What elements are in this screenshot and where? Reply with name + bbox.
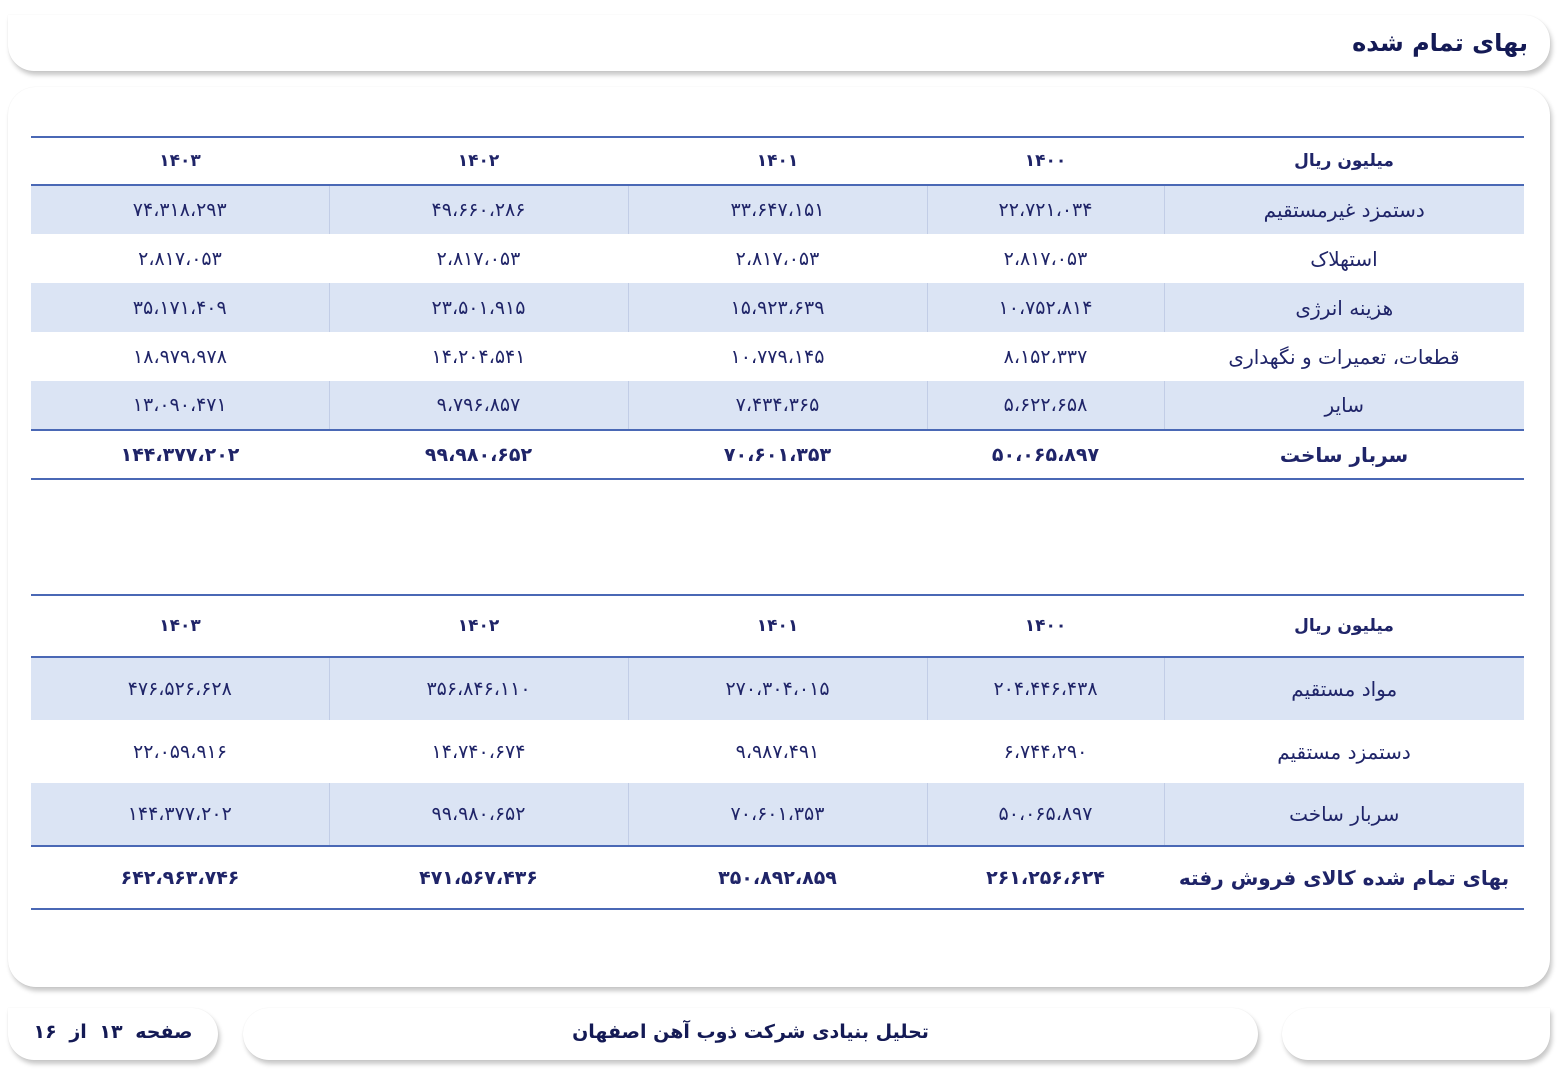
table-row [31, 720, 1524, 783]
table-cell: ۲۰۴،۴۴۶،۴۳۸ [927, 657, 1164, 720]
overhead-table [31, 136, 1524, 480]
of-label: از [69, 1021, 87, 1043]
page-indicator [8, 1008, 218, 1060]
table-cell: ۲۳،۵۰۱،۹۱۵ [329, 283, 628, 332]
total-cell: ۹۹،۹۸۰،۶۵۲ [424, 443, 533, 466]
table-row [31, 657, 1524, 720]
year-header: ۱۴۰۲ [457, 616, 500, 636]
table-cell: ۲،۸۱۷،۰۵۳ [735, 247, 820, 270]
table-row [31, 783, 1524, 846]
footer-corner-bar [1282, 1008, 1550, 1060]
table-cell: ۹۹،۹۸۰،۶۵۲ [329, 783, 628, 846]
table-cell: ۷۰،۶۰۱،۳۵۳ [628, 783, 927, 846]
total-row [31, 846, 1524, 909]
row-label: مواد مستقیم [1164, 657, 1524, 720]
table-cell: ۱۰،۷۷۹،۱۴۵ [730, 345, 825, 368]
table-row [31, 332, 1524, 381]
total-cell: ۲۶۱،۲۵۶،۶۲۴ [986, 866, 1105, 889]
row-label: سربار ساخت [1164, 783, 1524, 846]
table-cell: ۵۰،۰۶۵،۸۹۷ [927, 783, 1164, 846]
total-cell: ۶۴۲،۹۶۳،۷۴۶ [120, 866, 240, 889]
total-row [31, 430, 1524, 479]
table-cell: ۲،۸۱۷،۰۵۳ [436, 247, 521, 270]
table-header-row [31, 595, 1524, 657]
row-label: هزینه انرژی [1164, 283, 1524, 332]
table-row [31, 185, 1524, 234]
table-cell: ۲۲،۷۲۱،۰۳۴ [927, 185, 1164, 234]
year-header: ۱۴۰۱ [756, 151, 799, 171]
page-title-bar [8, 15, 1550, 71]
table-cell: ۱۸،۹۷۹،۹۷۸ [133, 345, 227, 368]
table-cell: ۱۴،۲۰۴،۵۴۱ [431, 345, 526, 368]
table-cell: ۸،۱۵۲،۳۳۷ [1003, 345, 1088, 368]
year-header: ۱۴۰۱ [756, 616, 799, 636]
table-cell: ۷،۴۳۴،۳۶۵ [628, 381, 927, 430]
total-cell: ۳۵۰،۸۹۲،۸۵۹ [718, 866, 837, 889]
total-cell: ۱۴۴،۳۷۷،۲۰۲ [120, 443, 240, 466]
table-row [31, 234, 1524, 283]
table-cell: ۲،۸۱۷،۰۵۳ [1003, 247, 1088, 270]
total-label: سربار ساخت [1279, 442, 1409, 467]
table-cell: ۷۴،۳۱۸،۲۹۳ [31, 185, 329, 234]
page-number: ۱۳ [99, 1021, 123, 1043]
row-label: استهلاک [1310, 246, 1378, 271]
table-cell: ۵،۶۲۲،۶۵۸ [927, 381, 1164, 430]
year-header: ۱۴۰۰ [1024, 151, 1067, 171]
table-cell: ۲۷۰،۳۰۴،۰۱۵ [628, 657, 927, 720]
total-cell: ۷۰،۶۰۱،۳۵۳ [723, 443, 832, 466]
year-header: ۱۴۰۳ [159, 151, 201, 171]
table-cell: ۲،۸۱۷،۰۵۳ [138, 247, 222, 270]
table-cell: ۴۹،۶۶۰،۲۸۶ [329, 185, 628, 234]
document-title: تحلیل بنیادی شرکت ذوب آهن اصفهان [572, 1021, 929, 1043]
total-cell: ۵۰،۰۶۵،۸۹۷ [991, 443, 1100, 466]
page-label: صفحه [135, 1021, 193, 1043]
row-label: سایر [1164, 381, 1524, 430]
year-header: ۱۴۰۳ [159, 616, 201, 636]
document-title-bar [243, 1008, 1258, 1060]
table-row [31, 381, 1524, 430]
page-indicator-text [8, 1021, 218, 1043]
cogs-table [31, 594, 1524, 910]
unit-header: میلیون ریال [1294, 151, 1394, 171]
table-row [31, 283, 1524, 332]
table-cell: ۳۳،۶۴۷،۱۵۱ [628, 185, 927, 234]
row-label: دستمزد غیرمستقیم [1164, 185, 1524, 234]
table-cell: ۴۷۶،۵۲۶،۶۲۸ [31, 657, 329, 720]
table-cell: ۱۰،۷۵۲،۸۱۴ [927, 283, 1164, 332]
unit-header: میلیون ریال [1294, 616, 1394, 636]
table-cell: ۱۳،۰۹۰،۴۷۱ [31, 381, 329, 430]
page-title: بهای تمام شده [1352, 29, 1528, 57]
year-header: ۱۴۰۰ [1024, 616, 1067, 636]
table-cell: ۹،۹۸۷،۴۹۱ [735, 740, 820, 763]
table-cell: ۳۵۶،۸۴۶،۱۱۰ [329, 657, 628, 720]
row-label: دستمزد مستقیم [1277, 739, 1411, 764]
row-label: قطعات، تعمیرات و نگهداری [1228, 344, 1460, 369]
table-cell: ۹،۷۹۶،۸۵۷ [329, 381, 628, 430]
table-cell: ۱۵،۹۲۳،۶۳۹ [628, 283, 927, 332]
table-cell: ۲۲،۰۵۹،۹۱۶ [133, 740, 227, 763]
page-total: ۱۶ [33, 1021, 57, 1043]
table-cell: ۱۴۴،۳۷۷،۲۰۲ [31, 783, 329, 846]
year-header: ۱۴۰۲ [457, 151, 500, 171]
table-cell: ۳۵،۱۷۱،۴۰۹ [31, 283, 329, 332]
table-header-row [31, 137, 1524, 185]
total-cell: ۴۷۱،۵۶۷،۴۳۶ [419, 866, 538, 889]
total-label: بهای تمام شده کالای فروش رفته [1178, 865, 1510, 890]
table-cell: ۶،۷۴۴،۲۹۰ [1003, 740, 1088, 763]
table-cell: ۱۴،۷۴۰،۶۷۴ [431, 740, 526, 763]
